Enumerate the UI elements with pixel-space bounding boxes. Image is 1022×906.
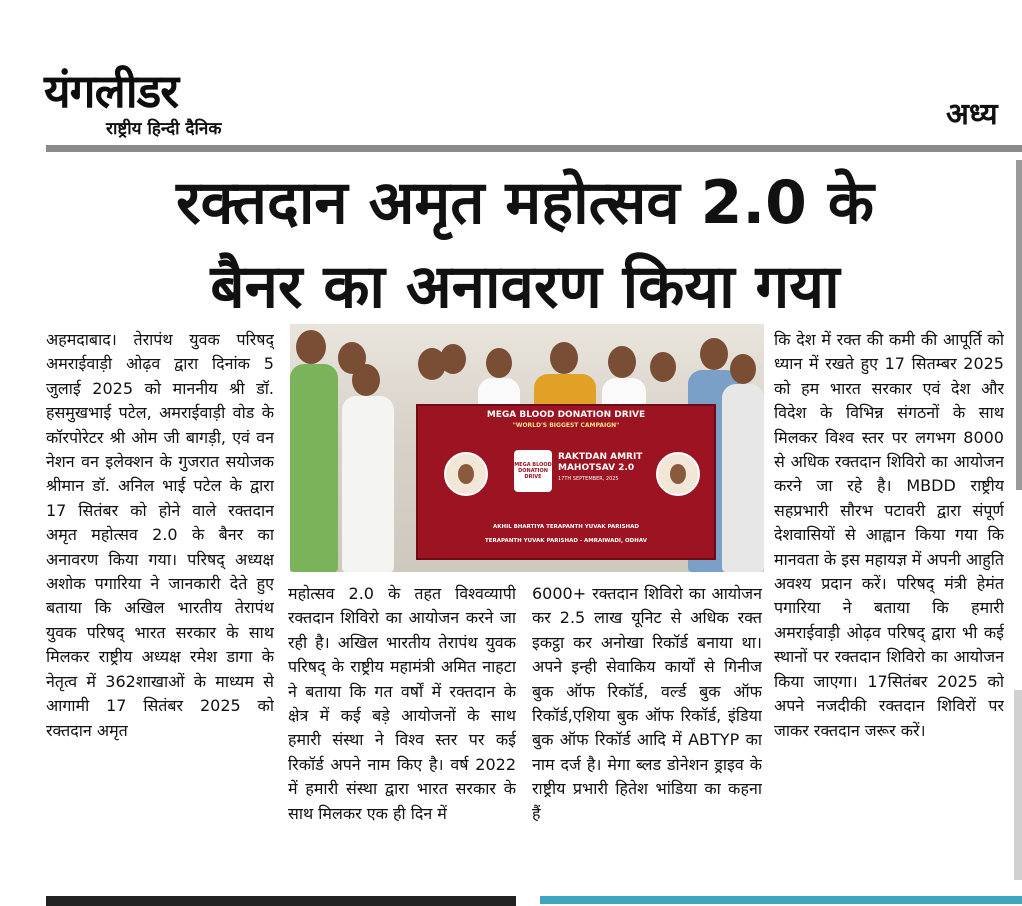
adjacent-article-edge: [1016, 160, 1022, 490]
banner-subtitle: "WORLD'S BIGGEST CAMPAIGN": [512, 422, 620, 429]
event-photo: [290, 324, 764, 572]
banner-organizer-local: TERAPANTH YUVAK PARISHAD - AMRAIWADI, ODHAV: [485, 538, 647, 544]
article-column-2: महोत्सव 2.0 के तहत विश्वव्यापी रक्तदान शिविरो का आयोजन करने जा रही है। अखिल भारतीय तेरापंथ युवक परिषद् के राष्ट्रीय महामंत्री अमित नाहटा ने बताया कि गत वर्षों में रक्तदान के क्षेत्र में कई बड़े आयोजनों के साथ हमारी संस्था ने विश्व स्तर पर कई रिकॉर्ड अपने नाम किए है। वर्ष 2022 में हमारी संस्था द्वारा भारत सरकार के साथ मिलकर एक ही दिन में: [288, 584, 516, 823]
adjacent-text-edge: [1014, 690, 1022, 880]
article-column-1: अहमदाबाद। तेरापंथ युवक परिषद् अमराईवाड़ी ओढ़व द्वारा दिनांक 5 जुलाई 2025 को माननीय श्री डॉ. हसमुखभाई पटेल, अमराईवाड़ी वोड के कॉरपोरेटर श्री ओम जी बागड़ी, एवं वन नेशन वन इलेक्शन के गुजरात सयोजक श्रीमान डॉ. अनिल भाई पटेल के द्वारा 17 सितंबर को होने वाले रक्तदान अमृत महोत्सव 2.0 के बैनर का अनावरण किया गया। परिषद् अध्यक्ष अशोक पगारिया ने जानकारी देते हुए बताया कि अखिल भारतीय तेरापंथ युवक परिषद् भारत सरकार के साथ मिलकर राष्ट्रीय अध्यक्ष रमेश डागा के नेतृत्व में 362शाखाओं के माध्यम से आगामी 17 सितंबर 2025 को रक्तदान अमृत: [46, 330, 274, 740]
headline-line-2: बैनर का अनावरण किया गया: [210, 252, 840, 322]
article-column-4: कि देश में रक्त की कमी की आपूर्ति को ध्यान में रखते हुए 17 सितम्बर 2025 को हम भारत सरकार एवं देश और विदेश के विभिन्न संगठनों के साथ मिलकर विश्व स्तर पर लगभग 8000 से अधिक रक्तदान शिविरो का आयोजन करने जा रहे है। MBDD राष्ट्रीय सहप्रभारी सौरभ पटावरी द्वारा संपूर्ण देशवासियों से आह्वान किया गया कि मानवता के इस महायज्ञ में अपनी आहुति अवश्य प्रदान करें। परिषद् मंत्री हेमंत पगारिया ने बताया कि हमारी अमराईवाड़ी ओढ़व परिषद् द्वारा भी कई स्थानों पर रक्तदान शिविरो का आयोजन किया जाएगा। 17सितंबर 2025 को अपने नजदीकी रक्तदान शिविरों पर जाकर रक्तदान जरूर करें।: [774, 330, 1004, 740]
bottom-bar-accent: [540, 896, 1022, 904]
article-column-3: 6000+ रक्तदान शिविरो का आयोजन कर 2.5 लाख यूनिट से अधिक रक्त इकट्ठा कर अनोखा रिकॉर्ड बनाया था। अपने इन्ही सेवाकिय कार्यों से गिनीज बुक ऑफ रिकॉर्ड, वर्ल्ड बुक ऑफ रिकॉर्ड,एशिया बुक ऑफ रिकॉर्ड, इंडिया बुक ऑफ रिकॉर्ड आदि में ABTYP का नाम दर्ज है। मेगा ब्लड डोनेशन ड्राइव के राष्ट्रीय प्रभारी हितेश भांडिया का कहना हैं: [532, 584, 762, 823]
banner-main-title: RAKTDAN AMRIT MAHOTSAV 2.0: [558, 452, 643, 473]
banner-portrait-right: [656, 452, 700, 496]
newspaper-tagline: राष्ट्रीय हिन्दी दैनिक: [106, 119, 222, 139]
banner-logo: MEGA BLOOD DONATION DRIVE: [514, 450, 552, 492]
newspaper-logo: यंगलीडर: [44, 64, 179, 118]
masthead-divider: [46, 145, 1022, 152]
bottom-bar-dark: [46, 896, 516, 906]
cropped-section-label: अध्य: [946, 97, 998, 132]
banner-date: 17TH SEPTEMBER, 2025: [558, 476, 619, 482]
banner-portrait-left: [444, 452, 488, 496]
banner-title: MEGA BLOOD DONATION DRIVE: [486, 410, 646, 420]
headline-line-1: रक्तदान अमृत महोत्सव 2.0 के: [176, 168, 874, 238]
banner-organizer: AKHIL BHARTIYA TERAPANTH YUVAK PARISHAD: [493, 524, 639, 530]
photo-banner: [416, 404, 716, 560]
